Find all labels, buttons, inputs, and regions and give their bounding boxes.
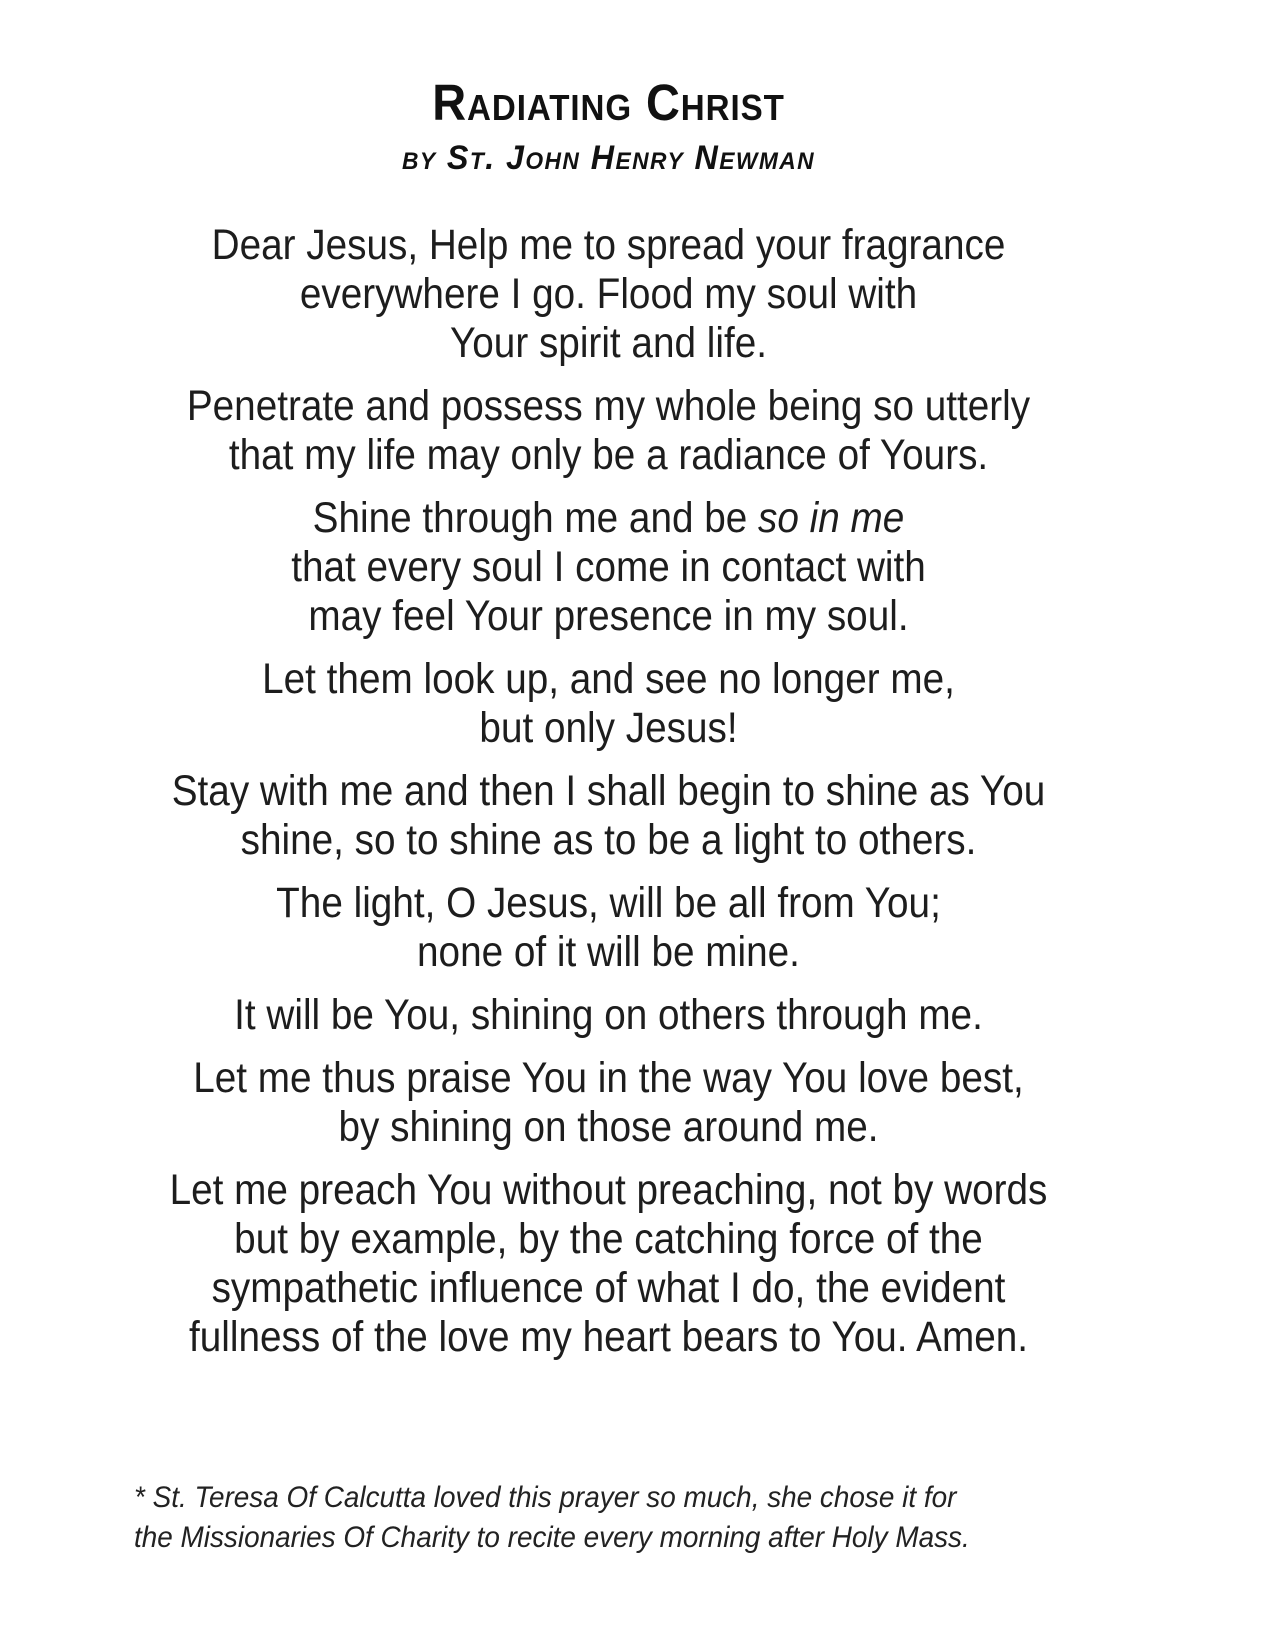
prayer-line-segment: Your spirit and life. <box>450 318 767 367</box>
prayer-line <box>61 928 1156 977</box>
prayer-line-segment: that my life may only be a radiance of Yours. <box>228 430 989 479</box>
stanza <box>0 655 1217 753</box>
stanza <box>0 1166 1217 1362</box>
prayer-line <box>61 592 1156 641</box>
prayer-line-segment: The light, O Jesus, will be all from You; <box>276 878 941 927</box>
prayer-line <box>61 704 1156 753</box>
prayer-byline: by St. John Henry Newman <box>401 138 816 177</box>
prayer-line-segment: everywhere I go. Flood my soul with <box>299 269 918 318</box>
prayer-title: Radiating Christ <box>432 74 785 131</box>
prayer-line <box>61 767 1156 816</box>
prayer-line-segment: fullness of the love my heart bears to You. Amen. <box>188 1312 1028 1361</box>
footnote <box>0 1478 1217 1558</box>
prayer-line <box>61 1215 1156 1264</box>
stanza <box>0 382 1217 480</box>
prayer-line <box>61 494 1156 543</box>
prayer-line-segment: shine, so to shine as to be a light to others. <box>240 815 977 864</box>
prayer-line <box>61 382 1156 431</box>
prayer-line <box>61 1103 1156 1152</box>
stanza <box>0 879 1217 977</box>
footnote-line: * St. Teresa Of Calcutta loved this prayer so much, she chose it for <box>134 1480 957 1514</box>
stanza <box>0 221 1217 368</box>
prayer-content <box>0 76 1275 1558</box>
footnote-line: the Missionaries Of Charity to recite every morning after Holy Mass. <box>134 1520 970 1554</box>
prayer-line <box>61 543 1156 592</box>
prayer-line-segment: Let them look up, and see no longer me, <box>262 654 955 703</box>
prayer-line-segment: It will be You, shining on others through me. <box>234 990 983 1039</box>
prayer-body <box>0 221 1217 1362</box>
prayer-line <box>61 1264 1156 1313</box>
prayer-line <box>61 431 1156 480</box>
prayer-line-segment: but by example, by the catching force of the <box>234 1214 983 1263</box>
prayer-line <box>61 1313 1156 1362</box>
prayer-line-segment: but only Jesus! <box>479 703 738 752</box>
prayer-line-segment: Stay with me and then I shall begin to shine as You <box>171 766 1046 815</box>
prayer-line <box>61 270 1156 319</box>
prayer-line <box>61 319 1156 368</box>
prayer-line-segment: that every soul I come in contact with <box>291 542 926 591</box>
prayer-line-segment: Shine through me and be <box>312 493 759 542</box>
prayer-line-segment: sympathetic influence of what I do, the evident <box>211 1263 1006 1312</box>
prayer-line-segment: Let me preach You without preaching, not by words <box>169 1165 1048 1214</box>
stanza <box>0 767 1217 865</box>
prayer-line <box>61 879 1156 928</box>
prayer-line <box>61 991 1156 1040</box>
prayer-line-segment: by shining on those around me. <box>338 1102 879 1151</box>
prayer-line <box>61 1166 1156 1215</box>
stanza <box>0 1054 1217 1152</box>
prayer-line-segment: Dear Jesus, Help me to spread your fragrance <box>211 220 1006 269</box>
prayer-line <box>61 221 1156 270</box>
prayer-line <box>61 816 1156 865</box>
prayer-line-segment: Let me thus praise You in the way You love best, <box>193 1053 1024 1102</box>
prayer-line-segment: Penetrate and possess my whole being so utterly <box>186 381 1031 430</box>
prayer-line-segment: may feel Your presence in my soul. <box>308 591 909 640</box>
prayer-line <box>61 655 1156 704</box>
stanza <box>0 494 1217 641</box>
stanza <box>0 991 1217 1040</box>
prayer-line-segment: none of it will be mine. <box>417 927 800 976</box>
prayer-line-segment-italic: so in me <box>758 493 905 542</box>
prayer-line <box>61 1054 1156 1103</box>
